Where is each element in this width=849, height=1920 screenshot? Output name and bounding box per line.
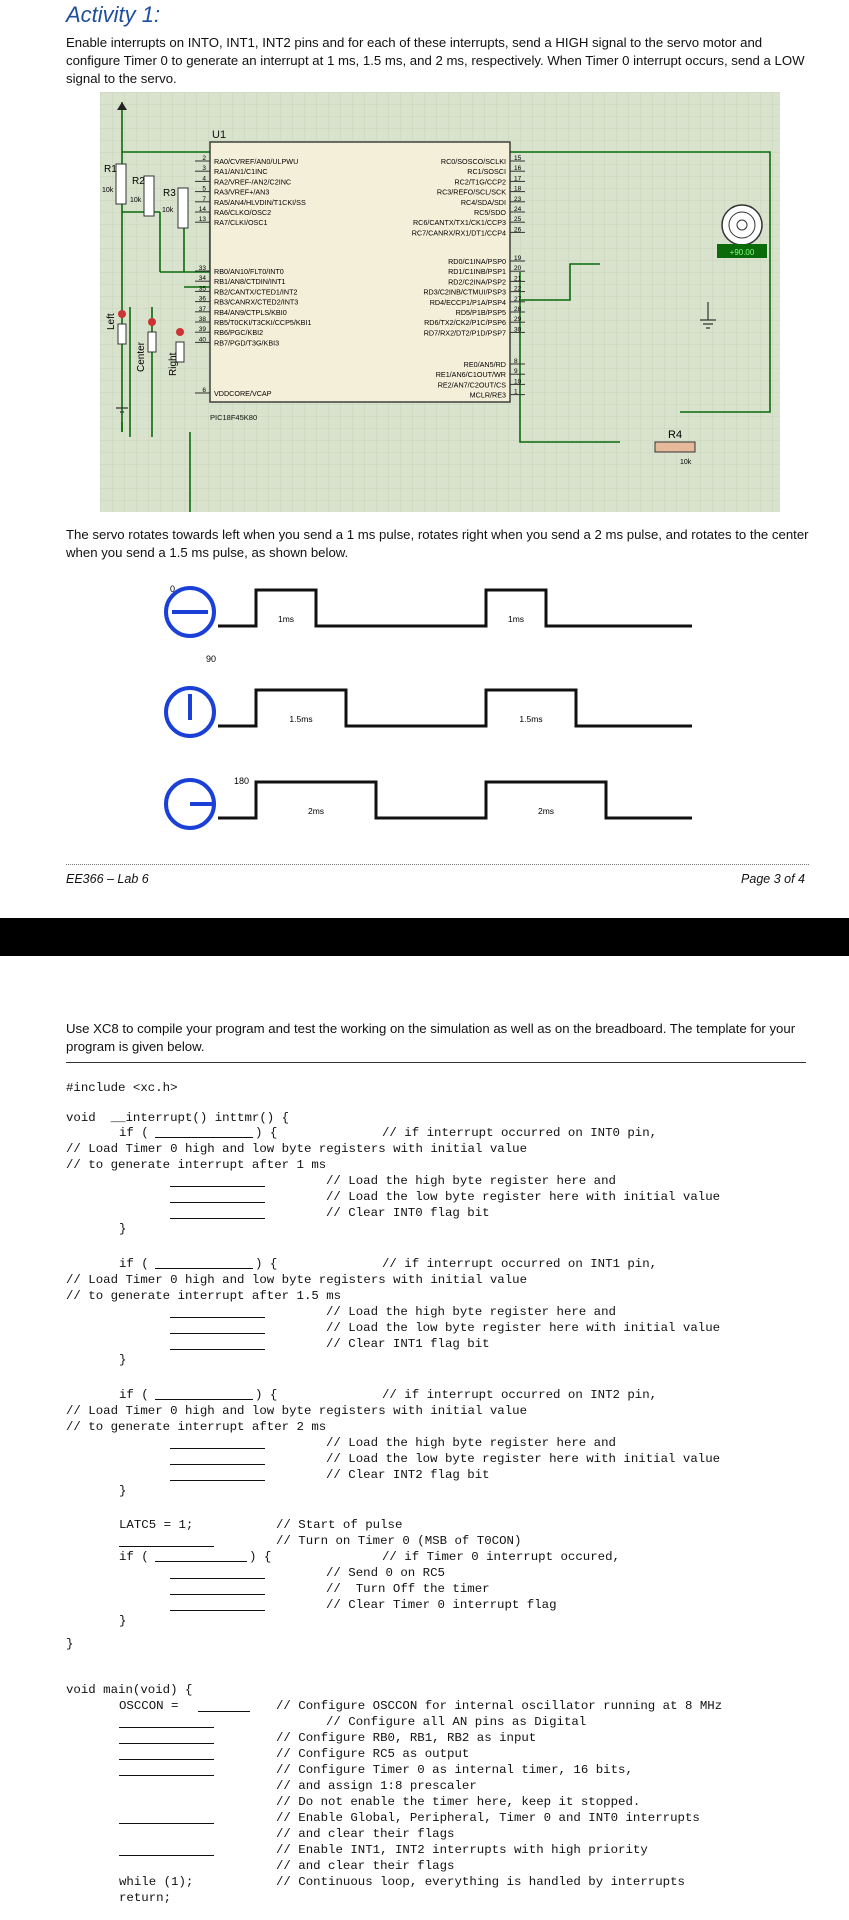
pin-number: 7 — [202, 195, 206, 203]
pin-number: 17 — [514, 175, 522, 183]
blank-ansel[interactable] — [119, 1727, 214, 1728]
blank-timer-on[interactable] — [119, 1546, 214, 1547]
pin-number: 4 — [202, 175, 206, 183]
pin-label: RC3/REFO/SCL/SCK — [436, 187, 506, 197]
pin-number: 23 — [514, 195, 522, 203]
pin-label: RA3/VREF+/AN3 — [214, 187, 270, 197]
pin-number: 2 — [202, 155, 206, 162]
pin-label: RD4/ECCP1/P1A/PSP4 — [429, 297, 506, 307]
pin-number: 3 — [202, 165, 206, 173]
pin-number: 14 — [198, 206, 206, 213]
blank-trisb[interactable] — [119, 1743, 214, 1744]
pin-number: 22 — [514, 285, 522, 293]
pin-number: 36 — [198, 295, 206, 303]
svg-text:R2: R2 — [132, 176, 145, 187]
pin-number: 28 — [514, 306, 522, 313]
blank-int2-high[interactable] — [170, 1448, 265, 1449]
svg-text:R3: R3 — [163, 188, 176, 199]
pin-label: RD6/TX2/CK2/P1C/PSP6 — [424, 318, 506, 328]
pin-number: 34 — [198, 275, 206, 283]
pin-number: 8 — [514, 358, 518, 365]
pin-label: RC0/SOSCO/SCLKI — [440, 157, 506, 166]
pin-label: MCLR/RE3 — [469, 390, 506, 400]
pin-number: 13 — [198, 216, 206, 224]
pin-number: 6 — [202, 387, 206, 394]
code-return: return; — [119, 1891, 172, 1905]
pin-number: 5 — [202, 185, 206, 193]
pin-label: RD3/C2INB/CTMUI/PSP3 — [423, 287, 506, 297]
pin-number: 38 — [198, 316, 206, 323]
blank-timer-off[interactable] — [170, 1594, 265, 1595]
pin-number: 16 — [514, 165, 522, 173]
pin-number: 19 — [514, 255, 522, 262]
blank-clear-tmr0[interactable] — [170, 1610, 265, 1611]
pin-label: RE2/AN7/C2OUT/CS — [437, 380, 506, 390]
chip-part-number: PIC18F45K80 — [210, 413, 258, 422]
pulse-width-label: 1ms — [277, 614, 295, 624]
pin-label: RC2/T1G/CCP2 — [454, 177, 506, 187]
pin-label: RA7/CLKI/OSC1 — [214, 218, 268, 228]
pin-label: RB5/T0CKI/T3CKI/CCP5/KBI1 — [214, 318, 312, 327]
blank-osccon[interactable] — [198, 1711, 250, 1712]
pin-label: RA0/CVREF/AN0/ULPWU — [214, 157, 299, 166]
code-isr-signature: void __interrupt() inttmr() { — [66, 1111, 290, 1125]
code-if-int1: if ( — [119, 1257, 149, 1271]
pin-number: 40 — [198, 336, 206, 344]
blank-t0con[interactable] — [119, 1775, 214, 1776]
pin-label: RC6/CANTX/TX1/CK1/CCP3 — [412, 218, 506, 228]
pin-label: RD0/C1INA/PSP0 — [448, 257, 506, 266]
pin-label: RD2/C2INA/PSP2 — [448, 277, 506, 287]
pin-label: RC7/CANRX/RX1/DT1/CCP4 — [411, 228, 506, 238]
blank-int2-clear[interactable] — [170, 1480, 265, 1481]
blank-trisc[interactable] — [119, 1759, 214, 1760]
svg-text:Left: Left — [106, 313, 117, 330]
pulse-waveform — [218, 782, 692, 818]
pin-number: 26 — [514, 226, 522, 234]
pin-number: 37 — [198, 305, 206, 313]
code-main-signature: void main(void) { — [66, 1683, 193, 1697]
blank-int0-high[interactable] — [170, 1186, 265, 1187]
pin-number: 33 — [198, 265, 206, 272]
blank-int0-clear[interactable] — [170, 1218, 265, 1219]
blank-intcon3[interactable] — [119, 1855, 214, 1856]
pin-number: 39 — [198, 326, 206, 334]
blank-int2-condition[interactable] — [155, 1399, 253, 1400]
pulse-width-label: 2ms — [537, 806, 555, 816]
pin-number: 25 — [514, 216, 522, 224]
footer-course: EE366 – Lab 6 — [66, 872, 149, 886]
blank-intcon[interactable] — [119, 1823, 214, 1824]
document-page-3 — [0, 0, 849, 918]
pin-label: RB0/AN10/FLT0/INT0 — [214, 267, 284, 276]
code-if-int0: if ( — [119, 1126, 149, 1140]
pin-label: RA2/VREF-/AN2/C2INC — [214, 177, 292, 187]
pin-number: 1 — [514, 388, 518, 396]
pin-label: RD7/RX2/DT2/P1D/PSP7 — [423, 328, 506, 338]
code-latc5: LATC5 = 1; — [119, 1518, 194, 1532]
svg-text:+90.00: +90.00 — [729, 248, 755, 257]
pin-label: RE0/AN5/RD — [463, 360, 506, 369]
pin-label: RB2/CANTX/CTED1/INT2 — [214, 287, 298, 297]
blank-int0-low[interactable] — [170, 1202, 265, 1203]
servo-angle-label: 0 — [170, 584, 176, 594]
code-include: #include <xc.h> — [66, 1081, 178, 1095]
pin-label: VDDCORE/VCAP — [214, 389, 272, 398]
blank-int2-low[interactable] — [170, 1464, 265, 1465]
code-if-int2: if ( — [119, 1388, 149, 1402]
pin-number: 35 — [198, 285, 206, 293]
pin-number: 30 — [514, 326, 522, 334]
pulse-width-label: 2ms — [307, 806, 325, 816]
circuit-schematic — [100, 92, 780, 520]
pin-label: RA5/AN4/HLVDIN/T1CKI/SS — [214, 197, 306, 207]
activity-title: Activity 1: — [66, 2, 161, 27]
svg-text:Center: Center — [136, 341, 147, 372]
section-divider — [66, 1062, 806, 1063]
svg-text:Right: Right — [168, 352, 179, 376]
pin-label: RA1/AN1/C1INC — [214, 167, 268, 177]
blank-int1-high[interactable] — [170, 1317, 265, 1318]
pin-number: 15 — [514, 155, 522, 162]
pin-label: RA6/CLKO/OSC2 — [214, 208, 272, 217]
servo-angle-label: 180 — [234, 776, 250, 786]
footer-page-number: Page 3 of 4 — [741, 872, 805, 886]
blank-int0-condition[interactable] — [155, 1137, 253, 1138]
document-page-4: Use XC8 to compile your program and test the working on the simulation as well as on the breadboard. The template for your program is given below. #include <xc.h> void __interrupt() inttmr() { if ( ) { // if interrupt occurred on INT0 pin, // Load Timer 0 high and low byte registers with initial value // to generate interrupt after 1 ms // Load the high byte register here and // Load the low byte register here with initial value // Clear INT0 flag bit } if ( ) { // if interrupt occurred on INT1 pin, // Load Timer 0 high and low byte registers with initial value // to generate interrupt after 1.5 ms // Load the high byte register here and // Load the low byte register here with initial value // Clear INT1 flag bit } if ( ) { // if interrupt occurred on INT2 pin, // Load Timer 0 high and low byte registers with initial value // to generate interrupt after 2 ms // Load the high byte register here and // Load the low byte register here with initial value // Clear INT2 flag bit } LATC5 = 1; // Start of pulse // Turn on Timer 0 (MSB of T0CON) if ( ) { // if Timer 0 interrupt occured, // Send 0 on RC5 // Turn Off the timer // Clear Timer 0 interrupt flag } } void main(void) { OSCCON = // Configure OSCCON for internal oscillator running at 8 MHz // Configure all AN pins as Digital // Configure RB0, RB1, RB2 as input // Configure RC5 as output // Configure Timer 0 as internal timer, 16 bits, // and assign 1:8 prescaler // Do not enable the timer here, keep it stopped. // Enable Global, Peripheral, Timer 0 and INT0 interrupts // and clear their flags // Enable INT1, INT2 interrupts with high priority // and clear their flags while (1); // Continuous loop, everything is handled by interrupts return; — [0, 956, 849, 1920]
code-while: while (1); — [119, 1875, 194, 1889]
pin-number: 27 — [514, 295, 522, 303]
blank-int1-condition[interactable] — [155, 1268, 253, 1269]
svg-text:R4: R4 — [668, 429, 683, 441]
blank-send0[interactable] — [170, 1578, 265, 1579]
pin-label: RB4/AN9/CTPLS/KBI0 — [214, 307, 287, 317]
pin-number: 18 — [514, 185, 522, 193]
servo-pulse-diagram — [140, 572, 700, 842]
svg-text:10k: 10k — [130, 197, 142, 204]
pin-number: 20 — [514, 265, 522, 273]
svg-text:10k: 10k — [162, 207, 174, 214]
pin-number: 21 — [514, 275, 522, 283]
code-if-tmr0: if ( — [119, 1550, 149, 1564]
servo-angle-label: 90 — [206, 654, 217, 664]
pin-label: RD5/P1B/PSP5 — [455, 308, 506, 317]
pulse-width-label: 1.5ms — [289, 714, 313, 724]
svg-text:R1: R1 — [104, 164, 117, 175]
pulse-width-label: 1.5ms — [519, 714, 543, 724]
svg-text:10k: 10k — [680, 459, 692, 466]
blank-tmr0-condition[interactable] — [155, 1561, 247, 1562]
blank-int1-low[interactable] — [170, 1333, 265, 1334]
activity-description: Enable interrupts on INTO, INT1, INT2 pins and for each of these interrupts, send a HIGH signal to the servo motor and configure Timer 0 to generate an interrupt at 1 ms, 1.5 ms, and 2 ms, respectively. When Timer 0 interrupt occurs, send a LOW signal to the servo. — [66, 35, 805, 86]
servo-description: The servo rotates towards left when you send a 1 ms pulse, rotates right when you send a 2 ms pulse, and rotates to the center when you send a 1.5 ms pulse, as shown below. — [66, 527, 809, 560]
blank-int1-clear[interactable] — [170, 1349, 265, 1350]
pin-label: RC4/SDA/SDI — [460, 197, 506, 207]
footer-divider — [66, 864, 809, 865]
code-isr-close: } — [66, 1637, 74, 1651]
pin-label: RB6/PGC/KBI2 — [214, 328, 264, 338]
chip-ref: U1 — [212, 129, 227, 141]
svg-text:10k: 10k — [102, 187, 114, 194]
code-osccon: OSCCON = — [119, 1699, 179, 1713]
pin-number: 9 — [514, 368, 518, 376]
pin-label: RD1/C1INB/PSP1 — [448, 267, 506, 277]
pin-number: 10 — [514, 378, 522, 386]
pin-label: RC1/SOSCI — [467, 167, 506, 177]
page4-intro: Use XC8 to compile your program and test the working on the simulation as well as on the breadboard. The template for your program is given below. — [66, 1021, 796, 1054]
pin-label: RC5/SDO — [474, 208, 506, 217]
pulse-width-label: 1ms — [507, 614, 525, 624]
pin-label: RE1/AN6/C1OUT/WR — [435, 370, 506, 380]
pin-label: RB1/AN8/CTDIN/INT1 — [214, 277, 286, 287]
pin-number: 29 — [514, 316, 522, 324]
page-separator — [0, 918, 849, 956]
pin-number: 24 — [514, 206, 522, 213]
pin-label: RB3/CANRX/CTED2/INT3 — [214, 297, 299, 307]
pin-label: RB7/PGD/T3G/KBI3 — [214, 338, 280, 348]
